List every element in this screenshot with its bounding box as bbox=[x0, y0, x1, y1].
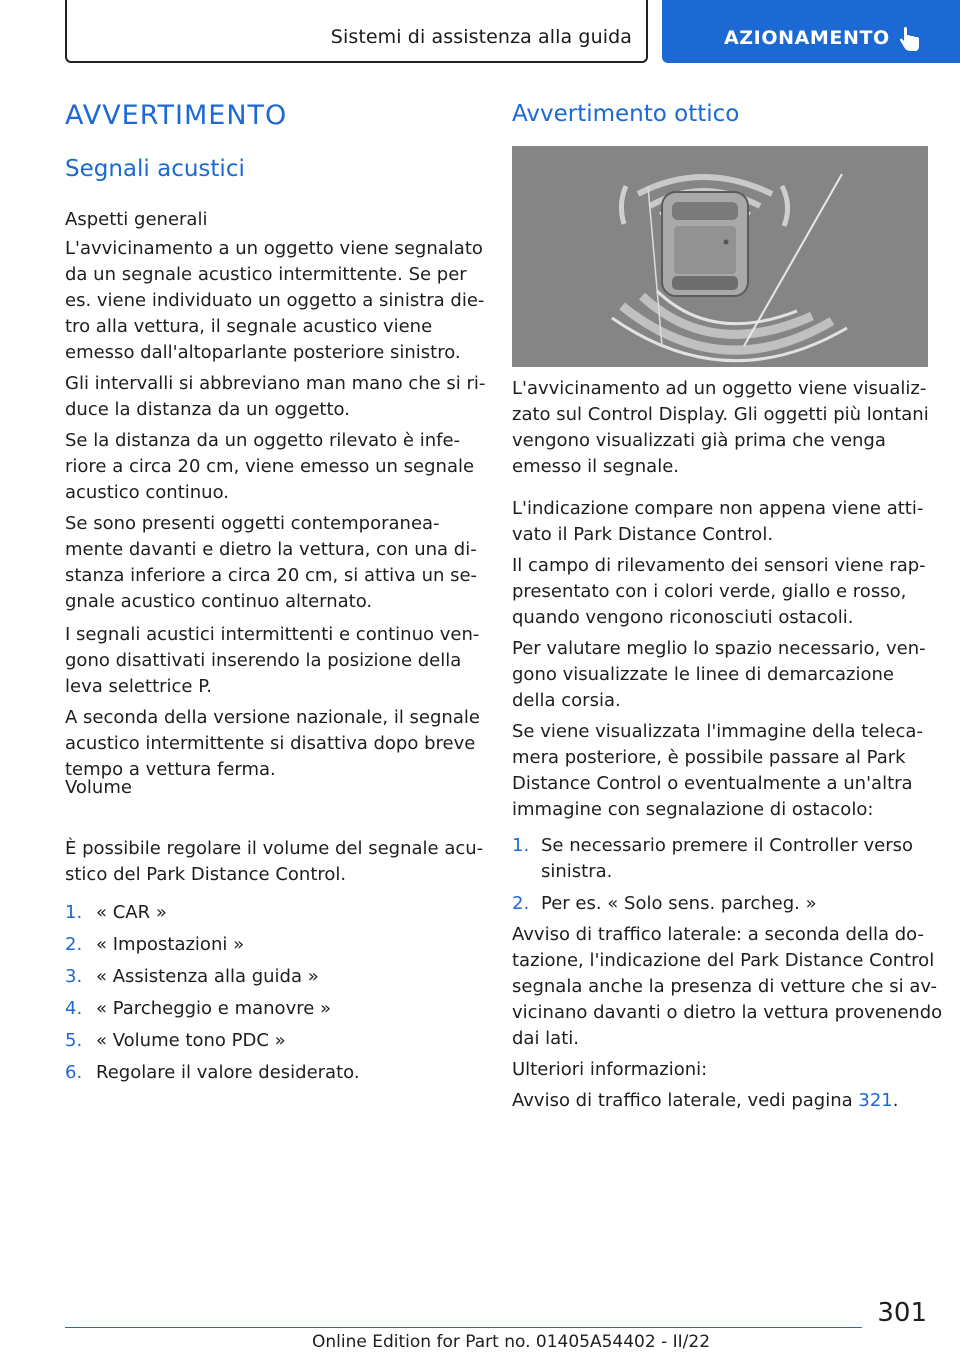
paragraph-sensor-colors: Il campo di rilevamento dei sensori viene rap- presentato con i colori verde, giallo e rosso, quando vengono riconosciuti ostacoli. bbox=[512, 555, 926, 628]
section-heading-acoustic: Segnali acustici bbox=[65, 156, 245, 182]
paragraph-intervals: Gli intervalli si abbreviano man mano che si ri- duce la distanza da un oggetto. bbox=[65, 373, 486, 420]
footer-divider bbox=[65, 1327, 862, 1328]
paragraph-lane-lines: Per valutare meglio lo spazio necessario, ven- gono visualizzate le linee di demarcazione della corsia. bbox=[512, 638, 926, 711]
paragraph-further-info: Ulteriori informazioni: bbox=[512, 1059, 708, 1080]
paragraph-approach-signal: L'avvicinamento a un oggetto viene segnalato da un segnale acustico intermittente. Se per es. viene individuato un oggetto a sinistra die- tro alla vettura, il segnale acustico viene emesso dall'altoparlante posteriore sinistro. bbox=[65, 238, 485, 363]
warning-heading: AVVERTIMENTO bbox=[65, 100, 288, 131]
paragraph-volume: È possibile regolare il volume del segnale acu- stico del Park Distance Control. bbox=[65, 838, 484, 885]
page-reference-link[interactable]: 321 bbox=[858, 1090, 893, 1111]
page-number: 301 bbox=[877, 1298, 927, 1328]
paragraph-optical-display: L'avvicinamento ad un oggetto viene visualiz- zato sul Control Display. Gli oggetti più lontani vengono visualizzati già prima che venga emesso il segnale. bbox=[512, 378, 929, 477]
header-chapter-label: AZIONAMENTO bbox=[724, 27, 890, 49]
subheading-volume: Volume bbox=[65, 777, 132, 798]
header-chapter-tab bbox=[662, 0, 960, 63]
pointing-hand-icon bbox=[898, 26, 922, 54]
footer-edition: Online Edition for Part no. 01405A54402 - II/22 bbox=[312, 1332, 711, 1352]
parking-sensor-display-image bbox=[512, 146, 928, 367]
paragraph-alternating-tone: Se sono presenti oggetti contemporanea- mente davanti e dietro la vettura, con una di- stanza inferiore a circa 20 cm, si attiva un se- gnale acustico continuo alternato. bbox=[65, 513, 478, 612]
section-heading-optical: Avvertimento ottico bbox=[512, 101, 740, 127]
header-section-title: Sistemi di assistenza alla guida bbox=[330, 26, 632, 48]
paragraph-cross-traffic-ref: Avviso di traffico laterale, vedi pagina 321. bbox=[512, 1090, 899, 1111]
paragraph-deactivation: I segnali acustici intermittenti e continuo ven- gono disattivati inserendo la posizione della leva selettrice P. bbox=[65, 624, 480, 697]
subheading-general: Aspetti generali bbox=[65, 209, 208, 230]
paragraph-continuous-tone: Se la distanza da un oggetto rilevato è infe- riore a circa 20 cm, viene emesso un segnale acustico continuo. bbox=[65, 430, 475, 503]
paragraph-cross-traffic: Avviso di traffico laterale: a seconda della do- tazione, l'indicazione del Park Distance Control segnala anche la presenza di vetture che si av- vicinano davanti o dietro la vettura provenendo dai lati. bbox=[512, 924, 943, 1049]
paragraph-national-version: A seconda della versione nazionale, il segnale acustico intermittente si disattiva dopo breve tempo a vettura ferma. bbox=[65, 707, 480, 780]
pdc-illustration bbox=[512, 146, 928, 367]
paragraph-display-appears: L'indicazione compare non appena viene atti- vato il Park Distance Control. bbox=[512, 498, 924, 545]
paragraph-rear-camera: Se viene visualizzata l'immagine della teleca- mera posteriore, è possibile passare al Park Distance Control o eventualmente a un'altra immagine con segnalazione di ostacolo: bbox=[512, 721, 923, 820]
header-section-box bbox=[65, 0, 648, 63]
